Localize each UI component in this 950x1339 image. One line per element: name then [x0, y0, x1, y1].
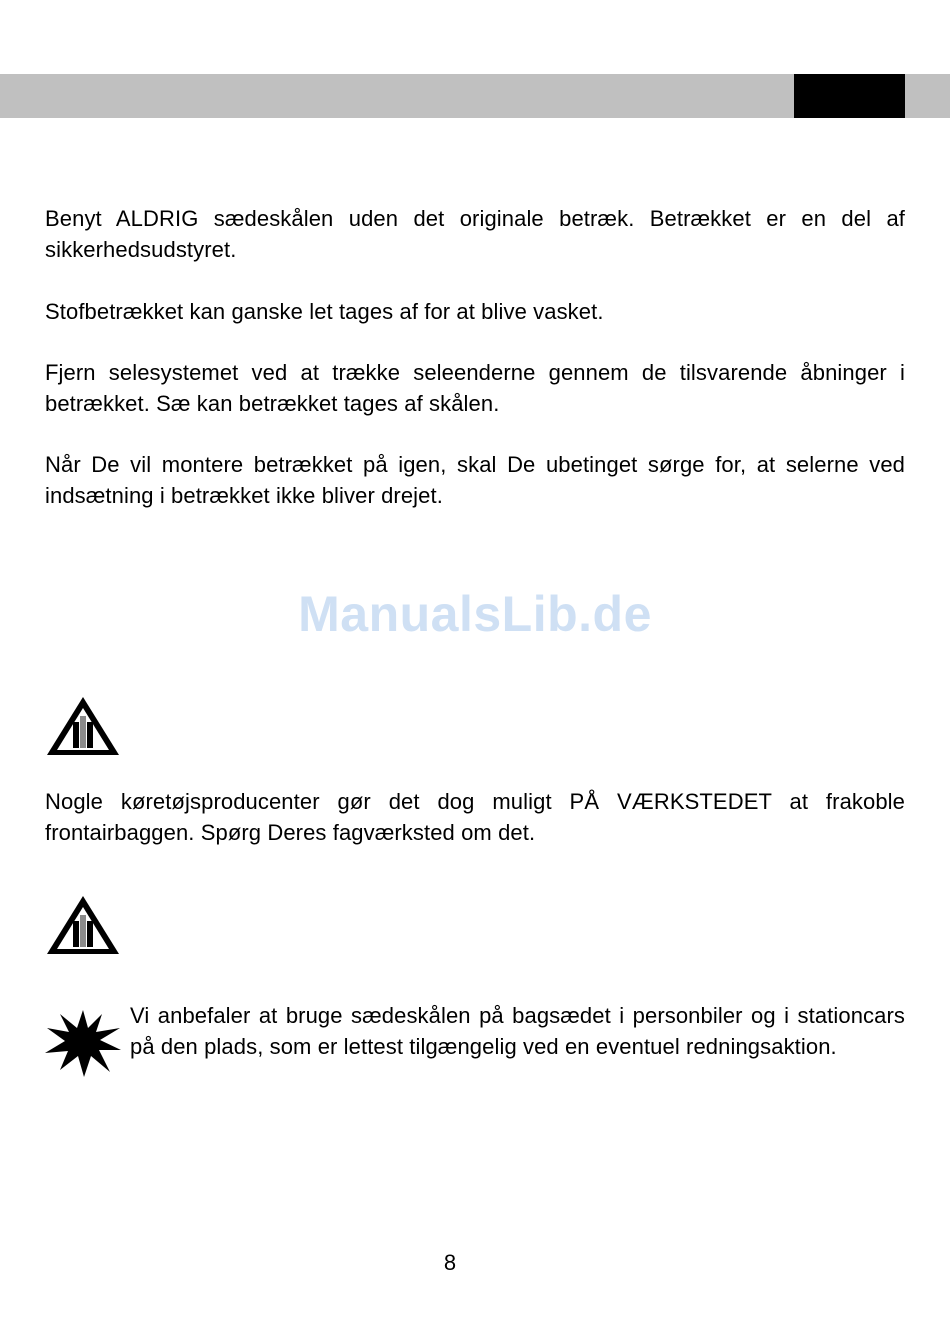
warning-triangle-icon — [44, 694, 122, 758]
paragraph-cover-washable: Stofbetrækket kan ganske let tages af for at blive vasket. — [45, 299, 604, 324]
header-black-tab — [794, 74, 905, 118]
starburst-icon — [44, 1008, 122, 1078]
paragraph-remove-harness: Fjern selesystemet ved at trække seleenderne gennem de tilsvarende åbninger i betrækket. Sæ kan betrækket tages af skålen. — [45, 360, 905, 416]
paragraph-rear-seat-recommendation: Vi anbefaler at bruge sædeskålen på bagsædet i personbiler og i stationcars på den plads, som er lettest tilgængelig ved en eventuel redningsaktion. — [130, 1003, 905, 1059]
watermark: ManualsLib.de — [298, 586, 652, 642]
paragraph-original-cover: Benyt ALDRIG sædeskålen uden det originale betræk. Betrækket er en del af sikkerhedsudstyret. — [45, 206, 905, 262]
warning-triangle-icon — [44, 893, 122, 957]
paragraph-airbag-disable: Nogle køretøjsproducenter gør det dog muligt PÅ VÆRKSTEDET at frakoble frontairbaggen. Spørg Deres fagværksted om det. — [45, 789, 905, 845]
paragraph-reassemble-cover: Når De vil montere betrækket på igen, skal De ubetinget sørge for, at selerne ved indsætning i betrækket ikke bliver drejet. — [45, 452, 905, 508]
page-number: 8 — [443, 1250, 457, 1275]
